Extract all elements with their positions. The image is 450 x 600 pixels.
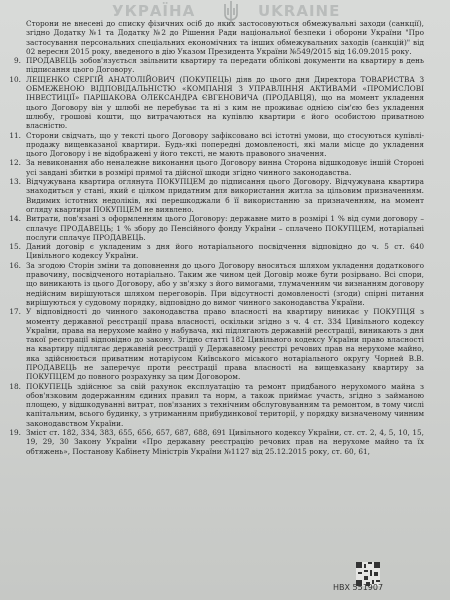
- clause-item: [6, 428, 424, 456]
- clause-number: 9.: [14, 56, 21, 66]
- clause-number: 10.: [9, 74, 21, 84]
- clause-item: [6, 214, 424, 242]
- clause-number: 18.: [9, 381, 21, 391]
- clause-item: [6, 261, 424, 307]
- clause-text: Сторони свідчать, що у тексті цього Договору зафіксовано всі істотні умови, що стосуються купівлі-продажу вищевказаної квартири. Будь-які попередні домовленості, які мали місце до укладення цього Договору і не відображені у його тексті, не мають правового значення.: [26, 130, 424, 159]
- clause-text: Зміст ст. 182, 334, 383, 655, 656, 657, 687, 688, 691 Цивільного кодексу України, ст. ст. 2, 4, 5, 10, 15, 19, 29, 30 Закону України «Про державну реєстрацію речових прав на нерухоме майно та їх обтяжень», Постанову Кабінету Міністрів України №1127 від 25.12.2015 року, ст. 60, 61,: [26, 428, 424, 456]
- clause-text: ПРОДАВЕЦЬ зобов'язується звільнити квартиру та передати облікові документи на квартиру в день підписання цього Договору.: [26, 56, 424, 75]
- form-serial-number: НВХ 551907: [333, 583, 384, 592]
- clause-number: 16.: [9, 260, 21, 270]
- intro-paragraph: Сторони не внесені до списку фізичних осіб до яких застосовуються обмежувальні заходи (санкції), згідно Додатку №1 та Додатку №2 до Рішення Ради національної безпеки і оборони України "Про застосування персональних спеціальних економічних та інших обмежувальних заходів (санкцій)" від 02 вересня 2015 року, введеного в дію Указом Президента України №549/2015 від 16.09.2015 року.: [26, 19, 424, 56]
- clause-number: 17.: [9, 307, 21, 317]
- clause-item: [6, 75, 424, 131]
- clause-text: За невиконання або неналежне виконання цього Договору винна Сторона відшкодовує іншій Стороні усі завдані збитки в розмірі прямої та дійсної шкоди згідно чинного законодавства.: [26, 158, 424, 177]
- clause-text: За згодою Сторін зміни та доповнення до цього Договору вносяться шляхом укладення додаткового правочину, посвідченого нотаріально. Таким же чином цей Договір може бути розірвано. Всі спори, що виникають із цього Договору, або у зв'язку з його вимогами, тлумаченням чи визнанням договору недійсним вирішуються шляхом переговорів. При відсутності домовленості (згоди) спірні питання вирішуються у судовому порядку, відповідно до вимог чинного законодавства України.: [26, 260, 424, 307]
- clause-number: 12.: [9, 158, 21, 168]
- clause-item: [6, 242, 424, 261]
- watermark-left: УКРАЇНА: [112, 2, 196, 20]
- clause-item: [6, 307, 424, 381]
- clause-text: ПОКУПЕЦЬ здійснює за свій рахунок експлуатацію та ремонт придбаного нерухомого майна з обов'язковим додержанням єдиних правил та норм, а також приймає участь, згідно з займаною площею, у відшкодуванні витрат, пов'язаних з технічним обслуговуванням та ремонтом, в тому числі капітальним, всього будинку, з утриманням прибудинкової території, у порядку визначеному чинним законодавством України.: [26, 381, 424, 428]
- clause-number: 15.: [9, 242, 21, 252]
- clause-item: [6, 382, 424, 428]
- clause-text: Даний договір є укладеним з дня його нотаріального посвідчення відповідно до ч. 5 ст. 640 Цивільного кодексу України.: [26, 242, 424, 261]
- contract-text: [6, 19, 424, 456]
- clause-text: Витрати, пов'язані з оформленням цього Договору: державне мито в розмірі 1 % від суми договору – сплачує ПРОДАВЕЦЬ; 1 % збору до Пенсійного фонду України – сплачено ПОКУПЦЕМ, нотаріальні послуги сплачує ПРОДАВЕЦЬ.: [26, 214, 424, 242]
- clause-number: 11.: [9, 130, 21, 140]
- clause-item: [6, 131, 424, 159]
- clause-number: 19.: [9, 428, 21, 438]
- clause-text: У відповідності до чинного законодавства право власності на квартиру виникає у ПОКУПЦЯ з моменту державної реєстрації права власності, оскільки згідно з ч. 4 ст. 334 Цивільного кодексу України, права на нерухоме майно у набувача, які підлягають державній реєстрації, виникають з дня такої реєстрації відповідно до закону. Згідно статті 182 Цивільного кодексу України право власності на квартиру підлягає державній реєстрації у Державному реєстрі речових прав на нерухоме майно, яка здійснюється приватним нотаріусом Київського міського нотаріального округу Чорней В.В. ПРОДАВЕЦЬ не заперечує проти реєстрації права власності на вищевказану квартиру за ПОКУПЦЕМ до повного розрахунку за цим Договором.: [26, 307, 424, 382]
- clause-item: [6, 56, 424, 75]
- clauses-list: [6, 56, 424, 456]
- clause-number: 14.: [9, 214, 21, 224]
- clause-number: 13.: [9, 177, 21, 187]
- clause-text: Відчужувана квартира оглянута ПОКУПЦЕМ до підписання цього Договору. Відчужувана квартира знаходиться у стані, який є цілком придатним для використання житла за цільовим призначенням. Видимих істотних недоліків, які перешкоджали б її використанню за призначенням, на момент огляду квартири ПОКУПЦЕМ не виявлено.: [26, 177, 424, 214]
- watermark-right: UKRAINE: [258, 2, 341, 20]
- clause-item: [6, 177, 424, 214]
- clause-text: ЛЕЩЕНКО СЕРГІЙ АНАТОЛІЙОВИЧ (ПОКУПЕЦЬ) діяв до цього дня Директора ТОВАРИСТВА З ОБМЕЖЕНОЮ ВІДПОВІДАЛЬНІСТЮ «КОМПАНІЯ З УПРАВЛІННЯ АКТИВАМИ «ПРОМИСЛОВІ ІНВЕСТИЦІЇ» ПАРШАКОВА ОЛЕКСАНДРА ЄВГЕНОВИЧА (ПРОДАВЦЯ), що на момент укладення цього Договору він у шлюбі не перебуває та ні з ким не проживає однією сім'єю без укладення шлюбу, грошові кошти, що витрачаються на купівлю квартири є його особистою приватною власністю.: [26, 74, 424, 131]
- clause-item: [6, 158, 424, 177]
